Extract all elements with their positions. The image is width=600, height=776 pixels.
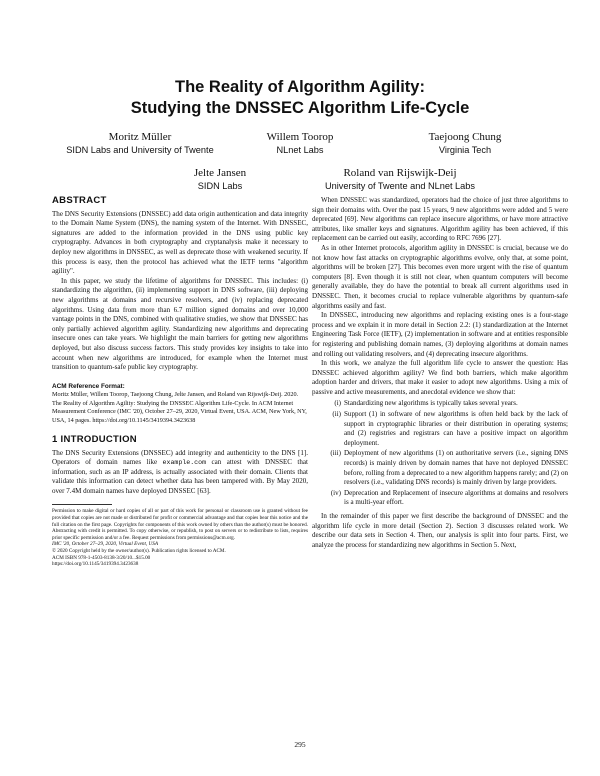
author-name: Taejoong Chung [428, 131, 502, 143]
author-block [140, 166, 300, 192]
body-paragraph: In this work, we analyze the full algorithm life cycle to answer the question: Has DNSSEC achieved algorithm agility? We find both barriers, which make algorithm adoption harder and drivers, that make it easier to adopt new algorithms. Using a mix of passive and active measurements, and anecdotal evidence we show that: [312, 359, 568, 396]
abstract-paragraph: In this paper, we study the lifetime of algorithms for DNSSEC. This includes: (i) standardizing the algorithm, (ii) implementing support in DNS software, (iii) deploying new algorithms at domains and recursive resolvers, and (iv) replacing deprecated algorithms. Using data from more than 6.7 million signed domains and over 10,000 vantage points in the DNS, combined with qualitative studies, we show that DNSSEC has only partially achieved algorithm agility. Standardizing new algorithms and deprecating insecure ones can take years. We highlight the main barriers for getting new algorithms deployed, but also discuss success factors. This study provides key insights to take into account when new algorithms are introduced, for example when the Internet must transition to quantum-safe public key cryptography. [52, 276, 308, 372]
venue-line: IMC '20, October 27–29, 2020, Virtual Event, USA [52, 541, 159, 548]
body-paragraph: In DNSSEC, introducing new algorithms and replacing existing ones is a four-stage process and we explain it in more detail in Section 2.2: (1) standardization at the Internet Engineering Task Force (IETF), (2) implementation in software and at entities responsible for registering and publishing domain names, (3) deploying algorithms at domain names and rolling out validating resolvers, and (4) deprecating insecure algorithms. [312, 311, 568, 358]
introduction-paragraph [52, 449, 308, 497]
author-affiliation: University of Twente and NLnet Labs [325, 181, 475, 191]
author-affiliation: Virginia Tech [438, 145, 492, 155]
list-text: Deprecation and Replacement of insecure algorithms at domains and resolvers is a multi-year effort. [344, 488, 568, 507]
paper-title [0, 77, 600, 119]
permission-notice: Permission to make digital or hard copies of all or part of this work for personal or classroom use is granted without fee provided that copies are not made or distributed for profit or commercial advantage and that copies bear this notice and the full citation on the first page. Copyrights for components of this work owned by others than the author(s) must be honored. Abstracting with credit is permitted. To copy otherwise, or republish, to post on servers or to redistribute to lists, requires prior specific permission and/or a fee. Request permissions from permissions@acm.org. [52, 508, 308, 541]
isbn-line: ACM ISBN 978-1-4503-8138-3/20/10...$15.00 [52, 554, 151, 561]
acm-reference-text: Moritz Müller, Willem Toorop, Taejoong Chung, Jelte Jansen, and Roland van Rijswijk-Deij. 2020. The Reality of Algorithm Agility: Studying the DNSSEC Algorithm Life-Cycle. In ACM Internet Measurement Conference (IMC '20), October 27–29, 2020, Virtual Event, USA. ACM, New York, NY, USA, 14 pages. https://doi.org/10.1145/3419394.3423638 [52, 391, 307, 424]
list-text: Standardizing new algorithms is typically takes several years. [344, 399, 518, 408]
abstract-heading: ABSTRACT [52, 195, 107, 206]
title-line-2: Studying the DNSSEC Algorithm Life-Cycle [130, 99, 470, 117]
right-column [312, 196, 568, 550]
list-label: (iv) [330, 488, 341, 497]
doi-line: https://doi.org/10.1145/3419394.3423638 [52, 561, 139, 568]
author-affiliation: SIDN Labs [197, 181, 243, 191]
page-number: 295 [294, 740, 306, 749]
list-item [312, 489, 568, 508]
introduction-heading: 1 INTRODUCTION [52, 433, 137, 445]
body-paragraph: As in other Internet protocols, algorithm agility in DNSSEC is crucial, because we do not know how fast attacks on cryptographic algorithms evolve, only that, at some point, algorithms will be broken [27]. This becomes even more urgent with the rise of quantum computers [8]. Even though it is still not clear, when quantum computers will become generally available, they do have the potential to break all current algorithms used in DNSSEC. Then, it becomes crucial to replace vulnerable algorithms by quantum-safe algorithms easily and fast. [312, 243, 568, 310]
author-name: Moritz Müller [108, 131, 172, 143]
list-item [312, 399, 568, 409]
body-paragraph: In the remainder of this paper we first describe the background of DNSSEC and the algorithm life cycle in more detail (Section 2). Section 3 discusses related work. We describe our data sets in Section 4. Then, our analysis is split into four parts. First, we analyze the process for standardizing new algorithms in Section 5. Next, [312, 512, 568, 549]
intro-text: can attest with DNSSEC that information, such as an IP address, is actually associated with their domain. Clients that validate this information can detect whether data has been tampered with. By May 2020, over 7.4M domain names have deployed DNSSEC [63]. [52, 458, 308, 495]
abstract-paragraph: The DNS Security Extensions (DNSSEC) add data origin authentication and data integrity to the Domain Name System (DNS), the naming system of the Internet. With DNSSEC, signatures are added to the information provided in the DNS using public key cryptography. Advances in both cryptography and cryptanalysis make it necessary to deploy new algorithms in DNSSEC, as well as deprecate those with weakened security. If this process is easy, then the protocol has achieved what the IETF terms "algorithm agility". [52, 209, 308, 276]
copyright-line: © 2020 Copyright held by the owner/author(s). Publication rights licensed to ACM. [52, 548, 226, 555]
list-label: (i) [334, 399, 341, 408]
intro-text: The DNS Security Extensions (DNSSEC) add integrity and authenticity to the DNS [1]. Operators of domain names like [52, 448, 308, 467]
list-text: Deployment of new algorithms (1) on authoritative servers (i.e., signing DNS records) is mainly driven by domain names that have not deployed DNSSEC before, rolling from a deprecated to a new algorithm happens rarely; and (2) on resolvers (i.e., validating DNS records) is mainly driven by large providers. [344, 449, 568, 487]
list-label: (ii) [332, 410, 341, 419]
author-block [290, 166, 510, 192]
findings-list [312, 399, 568, 508]
author-affiliation: SIDN Labs and University of Twente [66, 145, 214, 155]
body-paragraph: When DNSSEC was standardized, operators had the choice of just three algorithms to sign their domains with. Over the past 15 years, 9 new algorithms were added and 5 were deprecated [69]. New algorithms can replace insecure algorithms, or have more attractive attributes, like smaller keys and signatures. Algorithm agility has been achieved, if this replacement can be carried out easily, according to RFC 7696 [27]. [312, 196, 568, 243]
author-block [230, 130, 370, 156]
author-name: Jelte Jansen [193, 167, 247, 179]
author-block [60, 130, 220, 156]
list-item [312, 449, 568, 487]
intro-code: example.com [162, 459, 207, 467]
footnote-rule [52, 504, 112, 505]
list-label: (iii) [330, 449, 341, 458]
list-text: Support (1) in software of new algorithms is often held back by the lack of support in cryptographic libraries or their distribution in operating systems; and (2) registries and registrars can have a positive impact on algorithm deployment. [344, 410, 568, 447]
list-item [312, 410, 568, 448]
left-column [52, 196, 308, 568]
author-name: Willem Toorop [266, 131, 334, 143]
author-name: Roland van Rijswijk-Deij [343, 167, 457, 179]
author-block [395, 130, 535, 156]
title-line-1: The Reality of Algorithm Agility: [175, 78, 425, 96]
author-affiliation: NLnet Labs [276, 145, 324, 155]
acm-reference-heading: ACM Reference Format: [52, 382, 125, 390]
